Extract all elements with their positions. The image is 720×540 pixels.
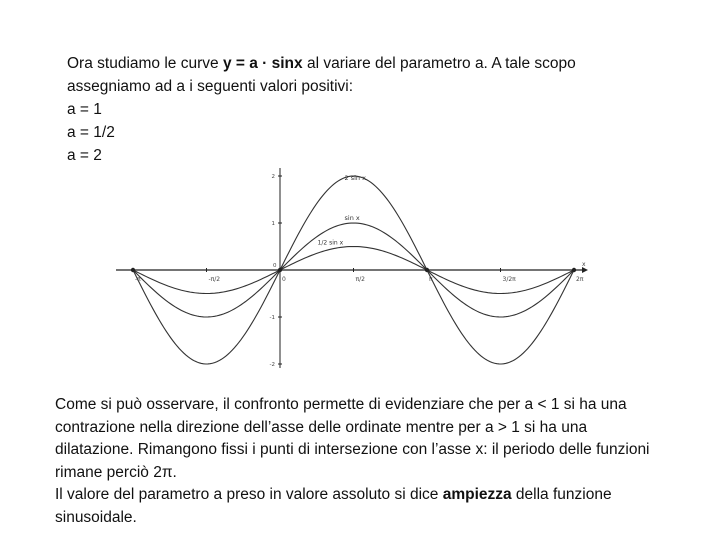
x-tick-label: π/2 (355, 276, 365, 283)
intersection-point (278, 268, 282, 272)
intersection-point (425, 268, 429, 272)
y-tick-label: 1 (271, 221, 275, 227)
value-a-1: a = 1 (67, 101, 102, 118)
conclusion-line-3: dilatazione. Rimangono fissi i punti di intersezione con l’asse x: il periodo delle funzioni (55, 441, 650, 458)
intro-line-1-start: Ora studiamo le curve (67, 55, 223, 72)
curve-label-2sinx: 2 sin x (344, 174, 366, 182)
intro-line-2: assegniamo ad a i seguenti valori positivi: (67, 78, 354, 95)
curve-label-sinx: sin x (344, 214, 360, 222)
intro-line-1-end: al variare del parametro a. A tale scopo (302, 55, 576, 72)
intro-line-1 (67, 52, 667, 75)
intersection-point (572, 268, 576, 272)
conclusion-line-5 (55, 484, 705, 507)
sine-graph (112, 160, 592, 375)
conclusion-text (55, 394, 705, 529)
x-tick-label: -π (135, 276, 141, 283)
x-tick-label: 0 (282, 276, 286, 283)
conclusion-line-1: Come si può osservare, il confronto permette di evidenziare che per a < 1 si ha una (55, 396, 627, 413)
conclusion-line-5-end: della funzione (511, 486, 612, 503)
formula-text: y = a · sinx (222, 55, 303, 72)
value-a-2: a = 2 (67, 147, 102, 164)
intro-text (67, 52, 667, 167)
conclusion-line-2: contrazione nella direzione dell’asse delle ordinate mentre per a > 1 si ha una (55, 418, 588, 436)
conclusion-line-6: sinusoidale. (55, 508, 137, 526)
x-tick-label: 2π (576, 276, 584, 283)
y-tick-label: 2 (271, 174, 275, 180)
amplitude-term: ampiezza (442, 486, 512, 503)
curve-label-half-sinx: 1/2 sin x (317, 239, 344, 247)
x-axis-label: x (582, 261, 586, 268)
y-tick-label: -2 (269, 362, 275, 368)
x-tick-label: -π/2 (208, 276, 221, 283)
intersection-point (131, 268, 135, 272)
conclusion-line-5-start: Il valore del parametro a preso in valore assoluto si dice (55, 486, 443, 503)
x-tick-label: 3/2π (502, 276, 516, 283)
conclusion-line-4: rimane perciò 2π. (55, 463, 177, 481)
origin-label: 0 (273, 263, 277, 269)
sine-graph-svg (112, 160, 592, 375)
x-tick-label: π (429, 276, 433, 283)
y-tick-label: -1 (269, 315, 275, 321)
value-a-half: a = 1/2 (67, 124, 115, 141)
